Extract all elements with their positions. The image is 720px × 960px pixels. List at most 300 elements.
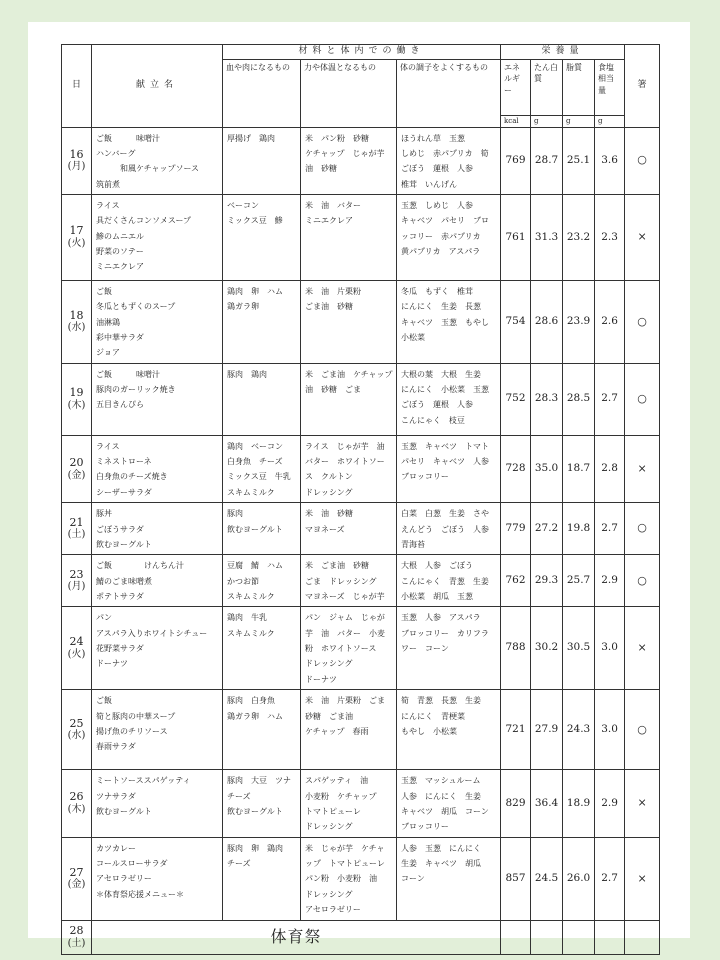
day-number: 24: [69, 635, 84, 649]
ingredient: ドレッシング: [305, 889, 353, 899]
protein-value: 31.3: [531, 194, 563, 280]
ingredient: スキムミルク: [227, 487, 275, 497]
day-number: 27: [69, 865, 84, 879]
ingredient: 黄パプリカ アスパラ: [401, 247, 481, 257]
ingredient: ごぼう 蓮根 人参: [401, 164, 473, 174]
ingredient: 大根の葉 大根 生姜: [401, 369, 481, 379]
menu-item: ポテトサラダ: [96, 591, 144, 601]
ingredient: ドレッシング: [305, 487, 353, 497]
menu-item: ご飯 味噌汁: [96, 369, 160, 379]
energy-foods-cell: [301, 435, 397, 502]
ingredient: ミックス豆 鯵: [227, 216, 283, 226]
menu-cell: [92, 503, 223, 555]
ingredient: 筍 青葱 長葱 生姜: [401, 696, 481, 706]
weekday: (水): [67, 730, 86, 742]
ingredient: にんにく 青梗菜: [401, 711, 465, 721]
ingredient: 鶏肉 卵 ハム: [227, 286, 283, 296]
energy-foods-cell: [301, 194, 397, 280]
chopsticks-mark: ×: [625, 770, 660, 837]
day-cell: [62, 194, 92, 280]
day-cell: [62, 280, 92, 363]
ingredient: かつお節: [227, 576, 259, 586]
menu-cell: [92, 770, 223, 837]
protein-foods-cell: [223, 555, 301, 607]
regulating-foods-cell: [397, 503, 501, 555]
ingredient: こんにゃく 枝豆: [401, 415, 465, 425]
ingredient: 豚肉 鶏肉: [227, 369, 267, 379]
menu-item: パン: [96, 613, 112, 623]
ingredient: 玉葱 キャベツ トマト: [401, 441, 489, 451]
table-row-event: [62, 920, 660, 954]
ingredient: 小麦粉 ケチャップ: [305, 791, 377, 801]
fat-value: 30.5: [563, 607, 595, 690]
ingredient: 米 パン粉 砂糖: [305, 133, 369, 143]
salt-value: 2.7: [595, 837, 625, 920]
ingredient: ごま油 砂糖: [305, 302, 353, 312]
ingredient: ほうれん草 玉葱: [401, 133, 465, 143]
weekday: (火): [67, 238, 86, 250]
header-energy: エネルギー: [501, 59, 531, 115]
lunch-menu-table: [61, 44, 660, 955]
menu-item: カツカレー: [96, 843, 136, 853]
ingredient: 青海苔: [401, 539, 425, 549]
energy-value: 788: [501, 607, 531, 690]
salt-value: 2.9: [595, 770, 625, 837]
ingredient: キャベツ 胡瓜 コーン: [401, 807, 489, 817]
ingredient: 米 ごま油 砂糖: [305, 561, 369, 571]
fat-value: 23.2: [563, 194, 595, 280]
menu-item: ハンバーグ: [96, 148, 136, 158]
protein-value: 29.3: [531, 555, 563, 607]
day-number: 18: [69, 308, 84, 322]
menu-item: ライス: [96, 441, 120, 451]
table-row: [62, 435, 660, 502]
energy-value: 779: [501, 503, 531, 555]
day-number: 28: [69, 924, 84, 938]
protein-value: 30.2: [531, 607, 563, 690]
menu-item: ごぼうサラダ: [96, 524, 144, 534]
header-salt: 食塩相当量: [595, 59, 625, 115]
protein-foods-cell: [223, 280, 301, 363]
table-row: [62, 127, 660, 194]
ingredient: 米 油 バター: [305, 200, 361, 210]
ingredient: 冬瓜 もずく 椎茸: [401, 286, 473, 296]
ingredient: マヨネーズ じゃが芋: [305, 591, 385, 601]
salt-value: 2.9: [595, 555, 625, 607]
fat-value: 25.1: [563, 127, 595, 194]
ingredient: ごぼう 蓮根 人参: [401, 400, 473, 410]
protein-foods-cell: [223, 690, 301, 770]
menu-item: アスパラ入りホワイトシチュー: [96, 628, 208, 638]
menu-cell: [92, 194, 223, 280]
protein-value: 24.5: [531, 837, 563, 920]
ingredient: ライス じゃが芋 油: [305, 441, 385, 451]
menu-item: ドーナツ: [96, 659, 128, 669]
protein-foods-cell: [223, 127, 301, 194]
ingredient: ッコリー 赤パプリカ: [401, 231, 481, 241]
header-menu-name: 献立名: [92, 45, 223, 128]
protein-value: 27.9: [531, 690, 563, 770]
regulating-foods-cell: [397, 770, 501, 837]
day-cell: [62, 770, 92, 837]
energy-value: 857: [501, 837, 531, 920]
ingredient: 飲むヨーグルト: [227, 524, 283, 534]
event-sports-day: 体育祭: [92, 920, 501, 954]
menu-item: ミネストローネ: [96, 457, 152, 467]
fat-value: 24.3: [563, 690, 595, 770]
chopsticks-mark: ○: [625, 555, 660, 607]
header-day: 日: [62, 45, 92, 128]
ingredient: ケチャップ 春雨: [305, 727, 369, 737]
ingredient: 油 砂糖 ごま: [305, 385, 361, 395]
menu-item: 豚丼: [96, 509, 112, 519]
weekday: (金): [67, 469, 86, 481]
regulating-foods-cell: [397, 837, 501, 920]
protein-foods-cell: [223, 363, 301, 435]
menu-item: 五目きんぴら: [96, 400, 144, 410]
protein-value: 36.4: [531, 770, 563, 837]
chopsticks-mark: ○: [625, 127, 660, 194]
ingredient: パン粉 小麦粉 油: [305, 874, 377, 884]
day-cell: [62, 607, 92, 690]
ingredient: 豚肉 大豆 ツナ: [227, 776, 291, 786]
day-cell: [62, 555, 92, 607]
day-cell: [62, 920, 92, 954]
protein-value: 28.3: [531, 363, 563, 435]
unit-protein: g: [531, 115, 563, 127]
ingredient: 鶏肉 牛乳: [227, 613, 267, 623]
protein-foods-cell: [223, 435, 301, 502]
ingredient: 厚揚げ 鶏肉: [227, 133, 275, 143]
menu-item: ＊体育祭応援メニュー＊: [96, 889, 184, 899]
table-row: [62, 607, 660, 690]
menu-item: 筑前煮: [96, 179, 120, 189]
menu-cell: [92, 280, 223, 363]
chopsticks-mark: ○: [625, 363, 660, 435]
energy-foods-cell: [301, 503, 397, 555]
ingredient: キャベツ パセリ ブロ: [401, 216, 489, 226]
protein-foods-cell: [223, 837, 301, 920]
ingredient: ス クルトン: [305, 472, 353, 482]
ingredient: 玉葱 人参 アスパラ: [401, 613, 481, 623]
chopsticks-mark: ×: [625, 194, 660, 280]
menu-item: 冬瓜ともずくのスープ: [96, 302, 176, 312]
ingredient: 芋 油 バター 小麦: [305, 628, 385, 638]
fat-value: 18.7: [563, 435, 595, 502]
ingredient: 油 砂糖: [305, 164, 337, 174]
ingredient: ドレッシング: [305, 659, 353, 669]
salt-value: 2.3: [595, 194, 625, 280]
menu-sheet: [28, 22, 690, 949]
protein-foods-cell: [223, 770, 301, 837]
fat-value: 28.5: [563, 363, 595, 435]
menu-item: ミートソーススパゲッティ: [96, 776, 191, 786]
weekday: (木): [67, 399, 86, 411]
day-number: 20: [69, 455, 84, 469]
ingredient: ごま ドレッシング: [305, 576, 377, 586]
energy-foods-cell: [301, 363, 397, 435]
day-number: 21: [69, 515, 84, 529]
ingredient: えんどう ごぼう 人参: [401, 524, 489, 534]
table-row: [62, 770, 660, 837]
protein-value: 28.7: [531, 127, 563, 194]
day-number: 23: [69, 567, 84, 581]
weekday: (木): [67, 804, 86, 816]
ingredient: にんにく 生姜 長葱: [401, 302, 481, 312]
ingredient: ブロッコリー: [401, 472, 449, 482]
ingredient: 鶏肉 ベーコン: [227, 441, 283, 451]
weekday: (土): [67, 937, 86, 949]
header-nutrition: 栄養量: [501, 45, 625, 60]
menu-item: 鯖のごま味噌煮: [96, 576, 152, 586]
ingredient: パン ジャム じゃが: [305, 613, 385, 623]
ingredient: こんにゃく 青葱 生姜: [401, 576, 489, 586]
day-cell: [62, 690, 92, 770]
ingredient: ミックス豆 牛乳: [227, 472, 291, 482]
energy-value: 769: [501, 127, 531, 194]
header-regulating-foods: 体の調子をよくするもの: [397, 59, 501, 127]
table-row: [62, 837, 660, 920]
energy-value: 754: [501, 280, 531, 363]
day-cell: [62, 837, 92, 920]
menu-item: アセロラゼリー: [96, 874, 152, 884]
ingredient: もやし 小松菜: [401, 727, 457, 737]
menu-item: 鯵のムニエル: [96, 231, 144, 241]
ingredient: ップ トマトピューレ: [305, 859, 385, 869]
ingredient: にんにく 小松菜 玉葱: [401, 385, 489, 395]
menu-item: コールスローサラダ: [96, 859, 168, 869]
chopsticks-mark: ×: [625, 607, 660, 690]
fat-value: 25.7: [563, 555, 595, 607]
menu-item: ツナサラダ: [96, 791, 136, 801]
ingredient: 豚肉 卵 鶏肉: [227, 843, 283, 853]
ingredient: しめじ 赤パプリカ 筍: [401, 148, 489, 158]
menu-item: 揚げ魚のチリソース: [96, 727, 168, 737]
ingredient: トマトピューレ: [305, 807, 361, 817]
energy-foods-cell: [301, 607, 397, 690]
menu-item: 油淋鶏: [96, 317, 120, 327]
energy-value: 829: [501, 770, 531, 837]
ingredient: 玉葱 マッシュルーム: [401, 776, 481, 786]
ingredient: ワー コーン: [401, 644, 449, 654]
day-number: 26: [69, 790, 84, 804]
day-cell: [62, 435, 92, 502]
salt-value: 3.0: [595, 607, 625, 690]
menu-item: 春雨サラダ: [96, 742, 136, 752]
ingredient: 豚肉 白身魚: [227, 696, 275, 706]
day-cell: [62, 503, 92, 555]
ingredient: チーズ: [227, 859, 251, 869]
menu-item: ご飯: [96, 696, 112, 706]
menu-item: 白身魚のチーズ焼き: [96, 472, 168, 482]
header-protein-foods: 血や肉になるもの: [223, 59, 301, 127]
salt-value: 2.8: [595, 435, 625, 502]
menu-cell: [92, 127, 223, 194]
ingredient: 人参 玉葱 にんにく: [401, 843, 481, 853]
ingredient: スパゲッティ 油: [305, 776, 369, 786]
regulating-foods-cell: [397, 555, 501, 607]
menu-item: 和風ケチャップソース: [96, 164, 200, 174]
ingredient: 砂糖 ごま油: [305, 711, 353, 721]
ingredient: チーズ: [227, 791, 251, 801]
menu-cell: [92, 363, 223, 435]
menu-item: ご飯: [96, 286, 112, 296]
menu-item: 花野菜サラダ: [96, 644, 144, 654]
ingredient: 生姜 キャベツ 胡瓜: [401, 859, 481, 869]
energy-foods-cell: [301, 837, 397, 920]
ingredient: 米 油 片栗粉: [305, 286, 361, 296]
table-row: [62, 194, 660, 280]
menu-cell: [92, 607, 223, 690]
chopsticks-mark: ×: [625, 837, 660, 920]
menu-item: ご飯 けんちん汁: [96, 561, 184, 571]
salt-value: 3.6: [595, 127, 625, 194]
menu-item: 筍と豚肉の中華スープ: [96, 711, 176, 721]
energy-foods-cell: [301, 127, 397, 194]
ingredient: 白菜 白葱 生姜 さや: [401, 509, 489, 519]
fat-value: 19.8: [563, 503, 595, 555]
day-number: 17: [69, 224, 84, 238]
ingredient: パセリ キャベツ 人参: [401, 457, 489, 467]
salt-value: 2.6: [595, 280, 625, 363]
ingredient: 米 ごま油 ケチャップ: [305, 369, 393, 379]
ingredient: ベーコン: [227, 200, 259, 210]
ingredient: 白身魚 チーズ: [227, 457, 283, 467]
ingredient: ブロッコリー: [401, 822, 449, 832]
regulating-foods-cell: [397, 690, 501, 770]
energy-value: 752: [501, 363, 531, 435]
energy-foods-cell: [301, 555, 397, 607]
ingredient: 椎茸 いんげん: [401, 179, 457, 189]
salt-value: 2.7: [595, 363, 625, 435]
energy-value: 762: [501, 555, 531, 607]
menu-item: ミニエクレア: [96, 262, 144, 272]
ingredient: 大根 人参 ごぼう: [401, 561, 473, 571]
energy-value: 761: [501, 194, 531, 280]
header-chopsticks: 箸: [625, 45, 660, 128]
menu-item: ライス: [96, 200, 120, 210]
regulating-foods-cell: [397, 435, 501, 502]
weekday: (月): [67, 161, 86, 173]
menu-item: 野菜のソテー: [96, 247, 144, 257]
menu-item: 飲むヨーグルト: [96, 807, 152, 817]
energy-value: 728: [501, 435, 531, 502]
header-fat: 脂質: [563, 59, 595, 115]
chopsticks-mark: ×: [625, 435, 660, 502]
ingredient: 鶏ガラ卵: [227, 302, 259, 312]
menu-item: ご飯 味噌汁: [96, 133, 160, 143]
ingredient: 豚肉: [227, 509, 243, 519]
ingredient: キャベツ 玉葱 もやし: [401, 317, 489, 327]
chopsticks-mark: ○: [625, 503, 660, 555]
ingredient: ドレッシング: [305, 822, 353, 832]
ingredient: ミニエクレア: [305, 216, 353, 226]
day-cell: [62, 127, 92, 194]
ingredient: コーン: [401, 874, 425, 884]
ingredient: 玉葱 しめじ 人参: [401, 200, 473, 210]
energy-foods-cell: [301, 280, 397, 363]
ingredient: 豆腐 鯖 ハム: [227, 561, 283, 571]
menu-cell: [92, 555, 223, 607]
header-protein: たん白質: [531, 59, 563, 115]
ingredient: ドーナツ: [305, 674, 337, 684]
ingredient: アセロラゼリー: [305, 905, 361, 915]
weekday: (金): [67, 879, 86, 891]
energy-foods-cell: [301, 690, 397, 770]
chopsticks-mark: ○: [625, 280, 660, 363]
regulating-foods-cell: [397, 127, 501, 194]
menu-item: シーザーサラダ: [96, 487, 152, 497]
day-number: 25: [69, 716, 84, 730]
ingredient: スキムミルク: [227, 591, 275, 601]
unit-energy: kcal: [501, 115, 531, 127]
day-cell: [62, 363, 92, 435]
weekday: (火): [67, 648, 86, 660]
header-energy-foods: 力や体温となるもの: [301, 59, 397, 127]
ingredient: スキムミルク: [227, 628, 275, 638]
weekday: (月): [67, 581, 86, 593]
regulating-foods-cell: [397, 363, 501, 435]
day-number: 19: [69, 386, 84, 400]
table-row: [62, 555, 660, 607]
protein-value: 27.2: [531, 503, 563, 555]
chopsticks-mark: ○: [625, 690, 660, 770]
ingredient: 米 じゃが芋 ケチャ: [305, 843, 385, 853]
fat-value: 23.9: [563, 280, 595, 363]
fat-value: 26.0: [563, 837, 595, 920]
regulating-foods-cell: [397, 607, 501, 690]
fat-value: 18.9: [563, 770, 595, 837]
protein-foods-cell: [223, 503, 301, 555]
regulating-foods-cell: [397, 280, 501, 363]
menu-item: 具だくさんコンソメスープ: [96, 216, 192, 226]
energy-foods-cell: [301, 770, 397, 837]
ingredient: 鶏ガラ卵 ハム: [227, 711, 283, 721]
menu-item: 飲むヨーグルト: [96, 539, 152, 549]
ingredient: 小松菜 胡瓜 玉葱: [401, 591, 473, 601]
energy-value: 721: [501, 690, 531, 770]
salt-value: 3.0: [595, 690, 625, 770]
weekday: (土): [67, 529, 86, 541]
protein-value: 28.6: [531, 280, 563, 363]
unit-salt: g: [595, 115, 625, 127]
menu-item: 豚肉のガーリック焼き: [96, 385, 176, 395]
ingredient: ブロッコリー カリフラ: [401, 628, 489, 638]
table-row: [62, 280, 660, 363]
menu-item: ジョア: [96, 348, 120, 358]
weekday: (水): [67, 322, 86, 334]
ingredient: 小松菜: [401, 333, 425, 343]
ingredient: 人参 にんにく 生姜: [401, 791, 481, 801]
menu-item: 彩中華サラダ: [96, 333, 144, 343]
day-number: 16: [69, 147, 84, 161]
unit-fat: g: [563, 115, 595, 127]
menu-cell: [92, 837, 223, 920]
ingredient: ケチャップ じゃが芋: [305, 148, 385, 158]
table-row: [62, 363, 660, 435]
regulating-foods-cell: [397, 194, 501, 280]
salt-value: 2.7: [595, 503, 625, 555]
ingredient: 飲むヨーグルト: [227, 807, 283, 817]
table-row: [62, 503, 660, 555]
protein-value: 35.0: [531, 435, 563, 502]
ingredient: 粉 ホワイトソース: [305, 644, 377, 654]
header-ingredients: 材料と体内での働き: [223, 45, 501, 60]
ingredient: バター ホワイトソー: [305, 457, 385, 467]
menu-cell: [92, 435, 223, 502]
ingredient: マヨネーズ: [305, 524, 345, 534]
protein-foods-cell: [223, 607, 301, 690]
